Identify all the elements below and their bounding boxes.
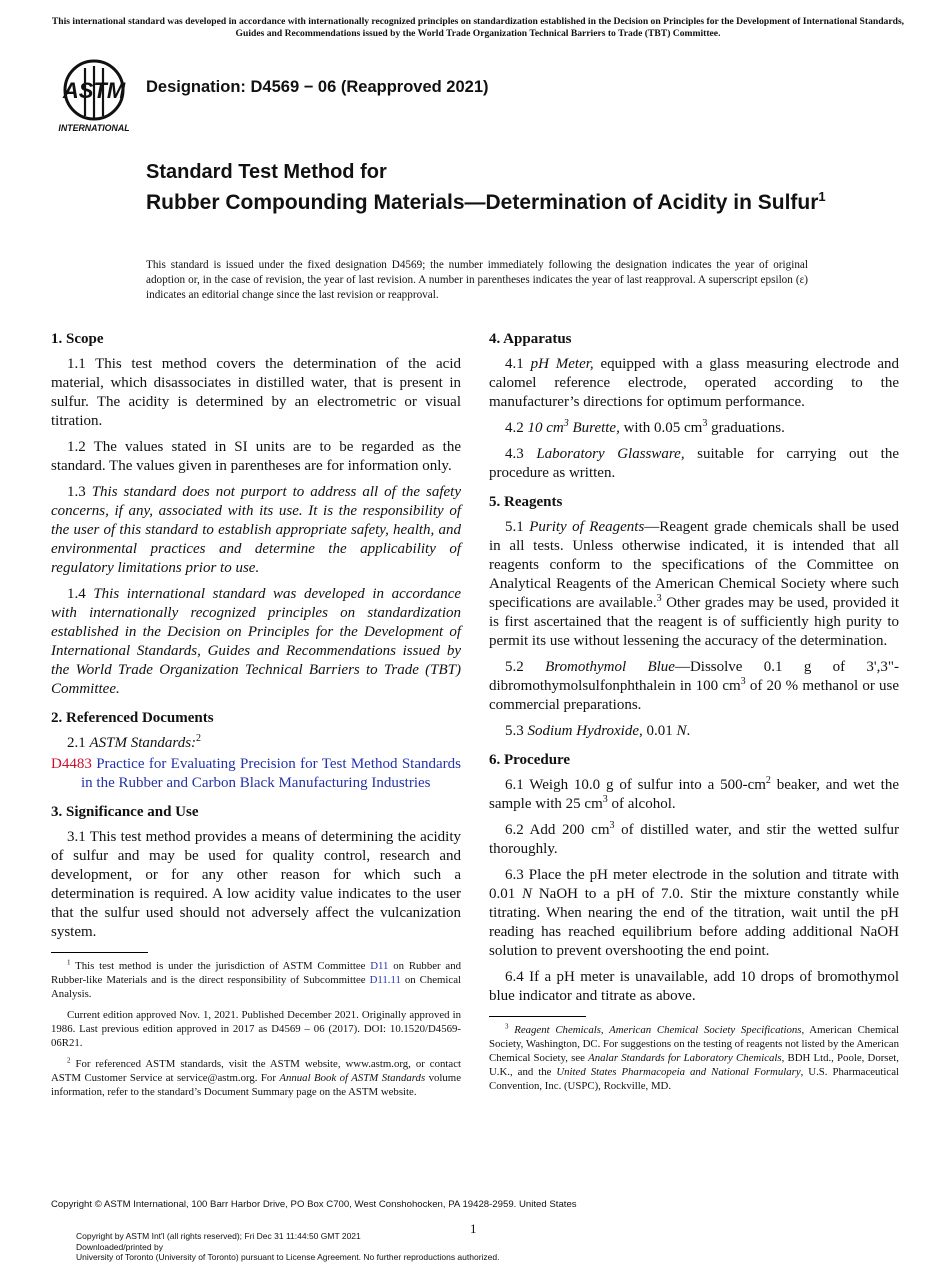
footnote-2: $^2$ For referenced ASTM standards, visit the ASTM website, www.astm.org, or contact ASTM Customer Service at service@astm.org. For Annual Book of ASTM Standards volume information, refer to the standard’s Document Summary page on the ASTM website. <box>51 1056 461 1098</box>
reagents-heading: 5. Reagents <box>489 494 563 510</box>
designation: Designation: D4569 − 06 (Reapproved 2021) <box>146 78 489 96</box>
download-notice <box>76 1231 500 1263</box>
page-number: 1 <box>470 1221 477 1236</box>
reagents-para-2: 5.2 Bromothymol Blue—Dissolve 0.1 g of 3',3"-dibromothymolsulfonphthalein in 100 $cm^3$ of 20 % methanol or use commercial preparations. <box>489 659 900 713</box>
apparatus-heading: 4. Apparatus <box>489 331 572 347</box>
reference-entry[interactable] <box>51 755 461 793</box>
copyright-line: Copyright © ASTM International, 100 Barr Harbor Drive, PO Box C700, West Conshohocken, PA 19428-2959. United States <box>51 1199 577 1210</box>
document-title <box>146 160 826 216</box>
scope-para-1: 1.1 This test method covers the determination of the acid material, which disassociates in distilled water, that is present in sulfur. The acidity is determined by an electrometric or visual titration. <box>51 356 461 429</box>
referenced-heading: 2. Referenced Documents <box>51 710 214 726</box>
scope-heading: 1. Scope <box>51 331 104 347</box>
apparatus-para-1: 4.1 pH Meter, equipped with a glass measuring electrode and calomel reference electrode, operated according to the manufacturer’s directions for optimum performance. <box>489 356 899 410</box>
subcommittee-link[interactable]: D11.11 <box>369 974 401 986</box>
scope-para-2: 1.2 The values stated in SI units are to be regarded as the standard. The values given in parentheses are for information only. <box>51 439 461 474</box>
section-scope <box>51 330 461 699</box>
footnote-edition: Current edition approved Nov. 1, 2021. Published December 2021. Originally approved in 1986. Last previous edition approved in 2017 as D4569 – 06 (2017). DOI: 10.1520/D4569-06R21. <box>51 1009 461 1049</box>
procedure-para-3: 6.3 Place the pH meter electrode in the solution and titrate with 0.01 N NaOH to a pH of 7.0. Stir the mixture constantly while titrating. When nearing the end of the titration, wait until the pH reading has reached equilibrium before adding additional NaOH solution to prevent overshooting the end point. <box>489 867 900 959</box>
footnote-3: $^3$ Reagent Chemicals, American Chemical Society Specifications, American Chemical Society, Washington, DC. For suggestions on the testing of reagents not listed by the American Chemical Society, see Analar Standards for Laboratory Chemicals, BDH Ltd., Poole, Dorset, U.K., and the United States Pharmacopeia and National Formulary, U.S. Pharmaceutical Convention, Inc. (USPC), Rockville, MD. <box>489 1022 900 1092</box>
section-significance <box>51 803 461 942</box>
reference-code-link[interactable]: D4483 <box>51 756 92 772</box>
referenced-para-1: 2.1 ASTM Standards:$^2$ <box>67 733 202 751</box>
title-footnote-mark: 1 <box>818 189 826 204</box>
left-column <box>51 330 461 1106</box>
procedure-para-2: 6.2 Add 200 $cm^3$ of distilled water, and stir the wetted sulfur thoroughly. <box>489 820 900 857</box>
section-apparatus <box>489 330 899 483</box>
reference-title-link[interactable]: Practice for Evaluating Precision for Test Method Standards in the Rubber and Carbon Black Manufacturing Industries <box>81 756 461 791</box>
title-line-2: Rubber Compounding Materials—Determination of Acidity in Sulfur <box>146 191 819 214</box>
download-line-1: Copyright by ASTM Int'l (all rights reserved); Fri Dec 31 11:44:50 GMT 2021 <box>76 1231 361 1241</box>
footnote-divider <box>51 952 148 953</box>
top-notice: This international standard was developed in accordance with internationally recognized principles on standardization established in the Decision on Principles for the Development of International Standards, Guides and Recommendations issued by the World Trade Organization Technical Barriers to Trade (TBT) Committee. <box>51 16 905 39</box>
significance-heading: 3. Significance and Use <box>51 804 199 820</box>
astm-logo <box>52 56 136 134</box>
logo-mark: ASTM <box>62 78 126 103</box>
scope-para-4: 1.4 This international standard was developed in accordance with internationally recognized principles on standardization established in the Decision on Principles for the Development of International Standards, Guides and Recommendations issued by the World Trade Organization Technical Barriers to Trade (TBT) Committee. <box>51 586 462 697</box>
reagents-para-1: 5.1 Purity of Reagents—Reagent grade chemicals shall be used in all tests. Unless otherwise indicated, it is intended that all reagents conform to the specifications of the Committee on Analytical Reagents of the American Chemical Society where such specifications are available.$^3$ Other grades may be used, provided it is first ascertained that the reagent is of sufficiently high purity to permit its use without lessening the accuracy of the determination. <box>489 519 900 649</box>
procedure-para-1: 6.1 Weigh 10.0 g of sulfur into a $500-cm^2$ beaker, and wet the sample with 25 $cm^3$ of alcohol. <box>489 775 899 812</box>
significance-para-1: 3.1 This test method provides a means of determining the acidity of sulfur and may be used for quality control, research and development, or for any other reason for which such a determination is required. A low acidity value indicates to the user that the sulfur used should not adversely affect the vulcanization system. <box>51 829 461 940</box>
footnote-divider-right <box>489 1016 586 1017</box>
apparatus-para-3: 4.3 Laboratory Glassware, suitable for carrying out the procedure as written. <box>489 446 899 481</box>
procedure-heading: 6. Procedure <box>489 752 571 768</box>
issue-note: This standard is issued under the fixed designation D4569; the number immediately following the designation indicates the year of original adoption or, in the case of revision, the year of last revision. A number in parentheses indicates the year of last reapproval. A superscript epsilon (ε) indicates an editorial change since the last revision or reapproval. <box>146 259 808 301</box>
section-procedure <box>489 751 899 1006</box>
footnotes-left <box>51 959 461 1099</box>
logo-subtext: INTERNATIONAL <box>58 123 130 133</box>
apparatus-para-2: 4.2 10 $cm^3$ Burette, with 0.05 $cm^3$ graduations. <box>505 418 785 436</box>
scope-para-3: 1.3 This standard does not purport to address all of the safety concerns, if any, associated with its use. It is the responsibility of the user of this standard to establish appropriate safety, health, and environmental practices and determine the applicability of regulatory limitations prior to use. <box>51 484 462 576</box>
download-line-2: Downloaded/printed by <box>76 1241 163 1252</box>
section-reagents <box>489 493 899 741</box>
section-referenced-documents <box>51 709 461 793</box>
reagents-para-3: 5.3 Sodium Hydroxide, 0.01 N. <box>505 723 691 739</box>
footnote-1: $^1$ This test method is under the jurisdiction of ASTM Committee D11 on Rubber and Rubber-like Materials and is the direct responsibility of Subcommittee D11.11 on Chemical Analysis. <box>51 958 462 1000</box>
download-line-3: University of Toronto (University of Toronto) pursuant to License Agreement. No further reproductions authorized. <box>76 1252 500 1262</box>
title-line-1: Standard Test Method for <box>146 161 387 183</box>
right-column <box>489 330 899 1100</box>
committee-link[interactable]: D11 <box>370 960 389 972</box>
procedure-para-4: 6.4 If a pH meter is unavailable, add 10 drops of bromothymol blue indicator and titrate as above. <box>489 969 899 1004</box>
